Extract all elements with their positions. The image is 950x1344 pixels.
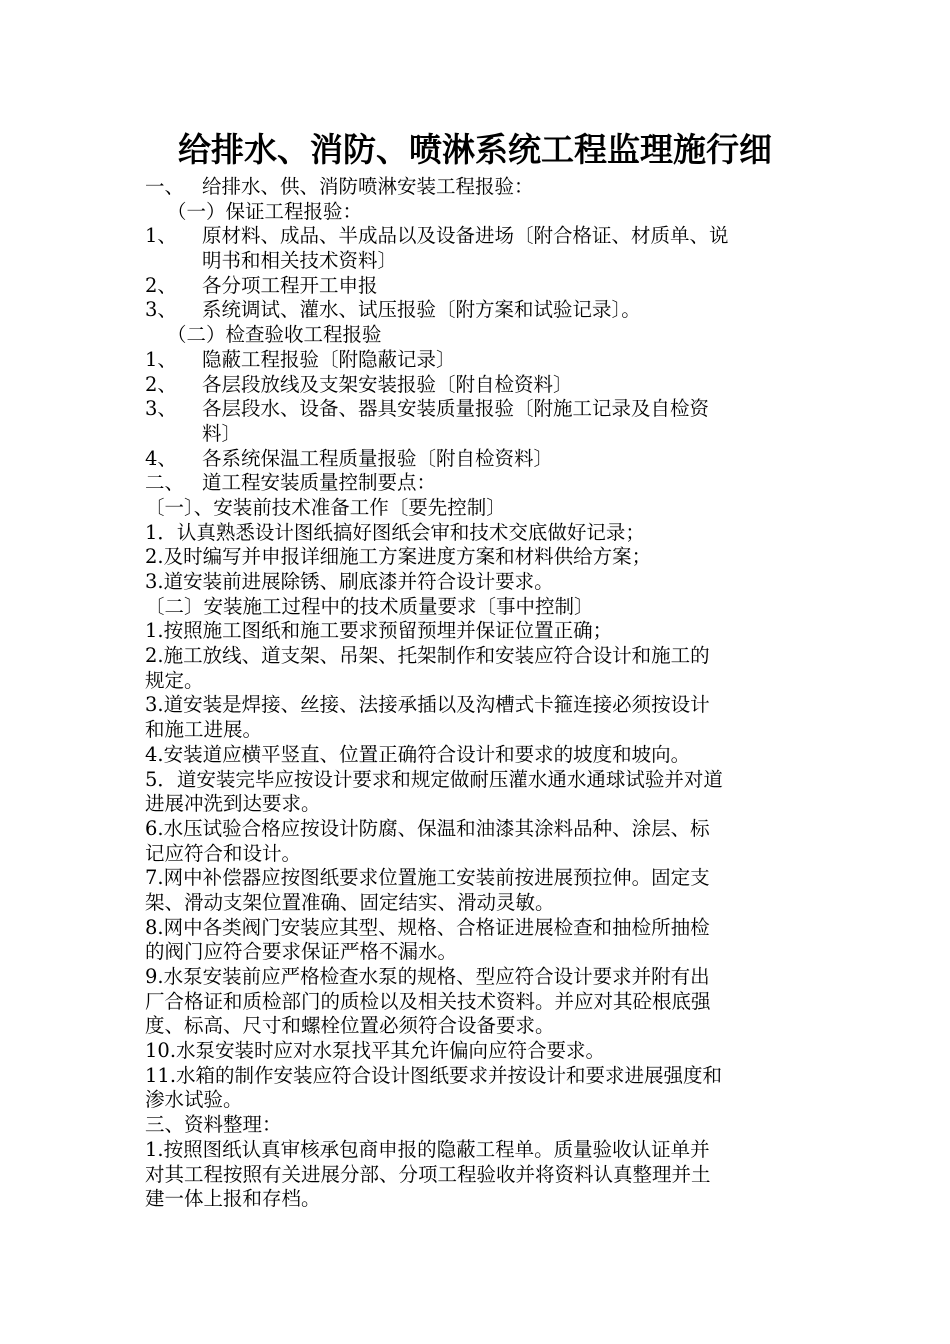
paragraph-line: 7.网中补偿器应按图纸要求位置施工安装前按进展预拉伸。固定支: [145, 866, 710, 890]
paragraph-line: 10.水泵安装时应对水泵找平其允许偏向应符合要求。: [145, 1039, 606, 1063]
paragraph-line: 6.水压试验合格应按设计防腐、保温和油漆其涂料品种、涂层、标: [145, 816, 710, 840]
list-item: 3、 各层段水、设备、器具安装质量报验〔附施工记录及自检资: [145, 397, 710, 421]
list-item-continuation: 明书和相关技术资料〕: [202, 249, 398, 273]
paragraph-line: 1．认真熟悉设计图纸搞好图纸会审和技术交底做好记录；: [145, 520, 645, 544]
paragraph-line: 3.道安装是焊接、丝接、法接承插以及沟槽式卡箍连接必须按设计: [145, 693, 710, 717]
paragraph-line: 8.网中各类阀门安装应其型、规格、合格证进展检查和抽检所抽检: [145, 915, 710, 939]
section-heading-3: 三、资料整理：: [145, 1113, 282, 1137]
paragraph-line: 5．道安装完毕应按设计要求和规定做耐压灌水通水通球试验并对道: [145, 767, 723, 791]
paragraph-line: 和施工进展。: [145, 718, 263, 742]
paragraph-line: 规定。: [145, 668, 204, 692]
paragraph-line: 2.及时编写并申报详细施工方案进度方案和材料供给方案；: [145, 545, 652, 569]
list-item-continuation: 料〕: [202, 421, 242, 445]
paragraph-line: 3.道安装前进展除锈、刷底漆并符合设计要求。: [145, 570, 554, 593]
document-body: [145, 175, 810, 1212]
section-heading-2: 二、 道工程安装质量控制要点：: [145, 471, 437, 495]
list-item: 2、 各层段放线及支架安装报验〔附自检资料〕: [145, 372, 573, 396]
paragraph-line: 厂合格证和质检部门的质检以及相关技术资料。并应对其砼根底强: [145, 989, 711, 1013]
list-item: 1、 原材料、成品、半成品以及设备进场〔附合格证、材质单、说: [145, 224, 729, 248]
document-title: 给排水、消防、喷淋系统工程监理施行细: [178, 130, 772, 169]
paragraph-line: 2.施工放线、道支架、吊架、托架制作和安装应符合设计和施工的: [145, 644, 710, 668]
paragraph-line: 1.按照图纸认真审核承包商申报的隐蔽工程单。质量验收认证单并: [145, 1137, 710, 1161]
paragraph-line: 记应符合和设计。: [145, 841, 302, 865]
paragraph-line: 9.水泵安装前应严格检查水泵的规格、型应符合设计要求并附有出: [145, 965, 710, 988]
paragraph-line: 进展冲洗到达要求。: [145, 792, 321, 816]
paragraph-line: 度、标高、尺寸和螺栓位置必须符合设备要求。: [145, 1014, 555, 1038]
subsection-heading: 〔二〕安装施工过程中的技术质量要求〔事中控制〕: [145, 594, 594, 618]
paragraph-line: 建一体上报和存档。: [145, 1187, 321, 1211]
paragraph-line: 对其工程按照有关进展分部、分项工程验收并将资料认真整理并土: [145, 1162, 711, 1186]
subsection-heading: （一）保证工程报验：: [167, 199, 363, 223]
paragraph-line: 11.水箱的制作安装应符合设计图纸要求并按设计和要求进展强度和: [145, 1063, 723, 1087]
paragraph-line: 的阀门应符合要求保证严格不漏水。: [145, 940, 458, 964]
subsection-heading: 〔一〕、安装前技术准备工作〔要先控制〕: [145, 495, 506, 519]
section-heading-1: 一、 给排水、供、消防喷淋安装工程报验：: [145, 175, 534, 198]
list-item: 4、 各系统保温工程质量报验〔附自检资料〕: [145, 446, 554, 470]
paragraph-line: 4.安装道应横平竖直、位置正确符合设计和要求的坡度和坡向。: [145, 742, 691, 766]
paragraph-line: 渗水试验。: [145, 1088, 243, 1112]
paragraph-line: 1.按照施工图纸和施工要求预留预埋并保证位置正确；: [145, 619, 613, 643]
paragraph-line: 架、滑动支架位置准确、固定结实、滑动灵敏。: [145, 890, 555, 914]
subsection-heading: （二）检查验收工程报验: [167, 323, 382, 347]
list-item: 2、 各分项工程开工申报: [145, 273, 378, 297]
list-item: 3、 系统调试、灌水、试压报验〔附方案和试验记录〕。: [145, 298, 641, 322]
list-item: 1、 隐蔽工程报验〔附隐蔽记录〕: [145, 347, 456, 371]
